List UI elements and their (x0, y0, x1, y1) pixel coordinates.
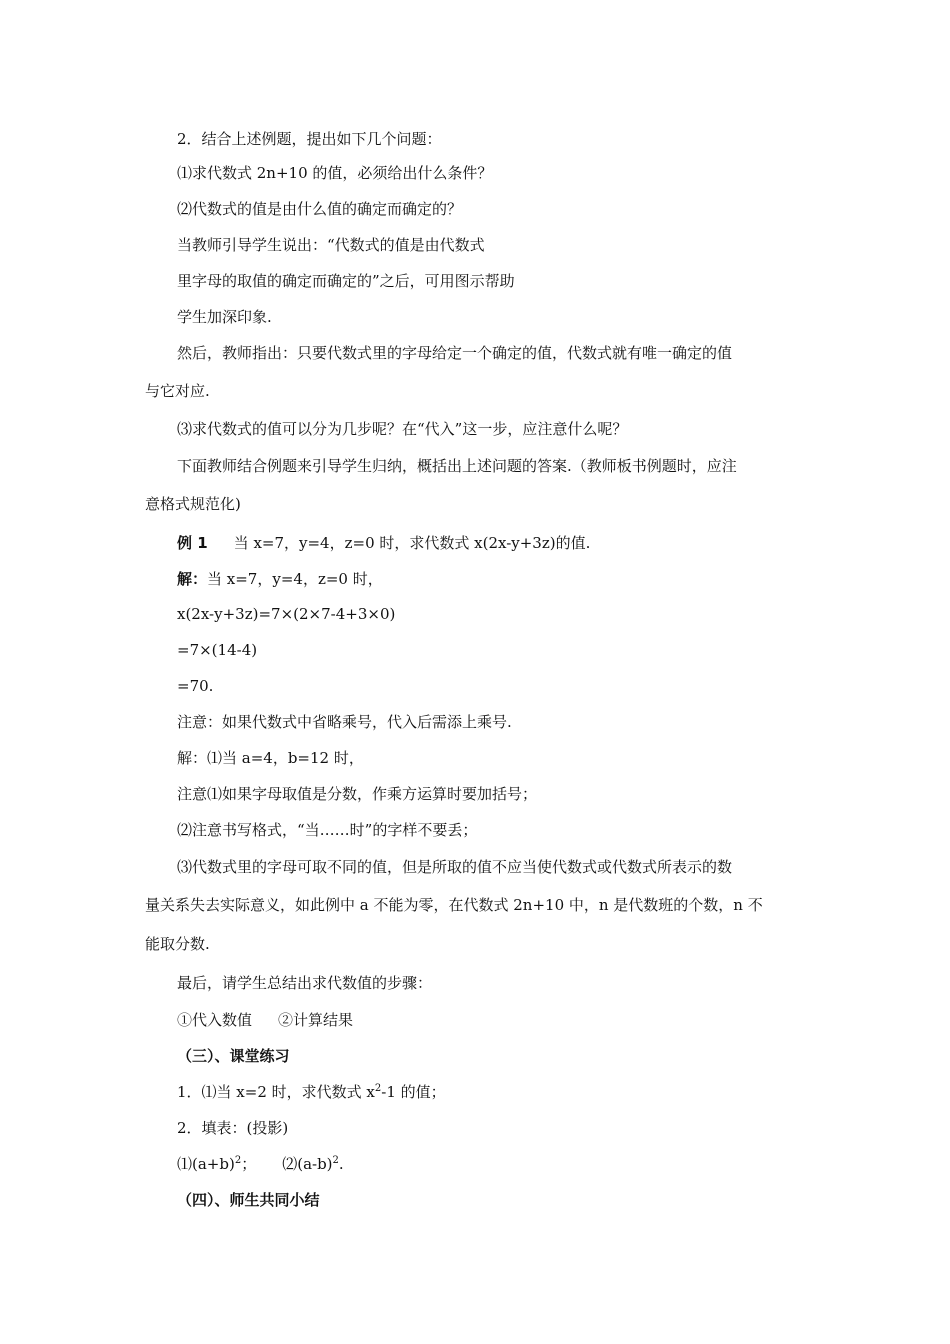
note-line: ⑶代数式里的字母可取不同的值，但是所取的值不应当使代数式或代数式所表示的数 (177, 858, 733, 876)
paragraph-line: 与它对应. (145, 382, 210, 400)
paragraph-line: 当教师引导学生说出：“代数式的值是由代数式 (177, 236, 485, 254)
example-label: 例 1 (177, 534, 208, 552)
exercise-line: 1．⑴当 x=2 时，求代数式 $x^2-1$ 的值； (177, 1083, 446, 1101)
solution-label: 解： (177, 570, 208, 588)
exponent: 2 (374, 1083, 382, 1094)
example-text: 当 x=7，y=4，z=0 时，求代数式 x(2x-y+3z)的值. (233, 534, 591, 552)
note-line: 量关系失去实际意义，如此例中 a 不能为零，在代数式 2n+10 中，n 是代数班的个数，n 不 (145, 896, 763, 914)
paragraph-line: 下面教师结合例题来引导学生归纳，概括出上述问题的答案.（教师板书例题时，应注 (177, 457, 737, 475)
paragraph-line: 然后，教师指出：只要代数式里的字母给定一个确定的值，代数式就有唯一确定的值 (177, 344, 733, 362)
equation-line: =70. (177, 677, 214, 695)
equation-line: =7×(14-4) (177, 641, 258, 659)
exponent: 2 (234, 1155, 242, 1166)
question-1: ⑴求代数式 2n+10 的值，必须给出什么条件？ (177, 164, 493, 182)
question-2: ⑵代数式的值是由什么值的确定而确定的？ (177, 200, 463, 218)
solution-line (177, 569, 383, 589)
section-heading: （三）、课堂练习 (177, 1047, 290, 1065)
section-heading: （四）、师生共同小结 (177, 1191, 320, 1209)
step-2: ②计算结果 (278, 1011, 354, 1029)
note-line: ⑵注意书写格式，“当……时”的字样不要丢； (177, 821, 478, 839)
paragraph-line: 学生加深印象. (177, 308, 272, 326)
example-line (177, 533, 590, 553)
note-line: 注意⑴如果字母取值是分数，作乘方运算时要加括号； (177, 785, 538, 803)
solution-line: 解：⑴当 a=4，b=12 时， (177, 749, 364, 767)
question-3: ⑶求代数式的值可以分为几步呢？在“代入”这一步，应注意什么呢？ (177, 420, 628, 438)
paragraph-line: 2．结合上述例题，提出如下几个问题： (177, 130, 442, 148)
note-line: 注意：如果代数式中省略乘号，代入后需添上乘号. (177, 713, 512, 731)
exercise-line: 2．填表：(投影) (177, 1119, 289, 1137)
steps-line (177, 1010, 353, 1030)
paragraph-line: 最后，请学生总结出求代数值的步骤： (177, 974, 433, 992)
exponent: 2 (332, 1155, 339, 1166)
step-1: ①代入数值 (177, 1011, 253, 1029)
paragraph-line: 里字母的取值的确定而确定的”之后，可用图示帮助 (177, 272, 515, 290)
paragraph-line: 意格式规范化) (145, 495, 241, 513)
note-line: 能取分数. (145, 935, 210, 953)
exercise-line: $⑴(a+b)^2$； $⑵(a-b)^2$. (177, 1155, 344, 1173)
equation-line: x(2x-y+3z)=7×(2×7-4+3×0) (177, 605, 396, 623)
solution-text: 当 x=7，y=4，z=0 时， (207, 570, 383, 588)
